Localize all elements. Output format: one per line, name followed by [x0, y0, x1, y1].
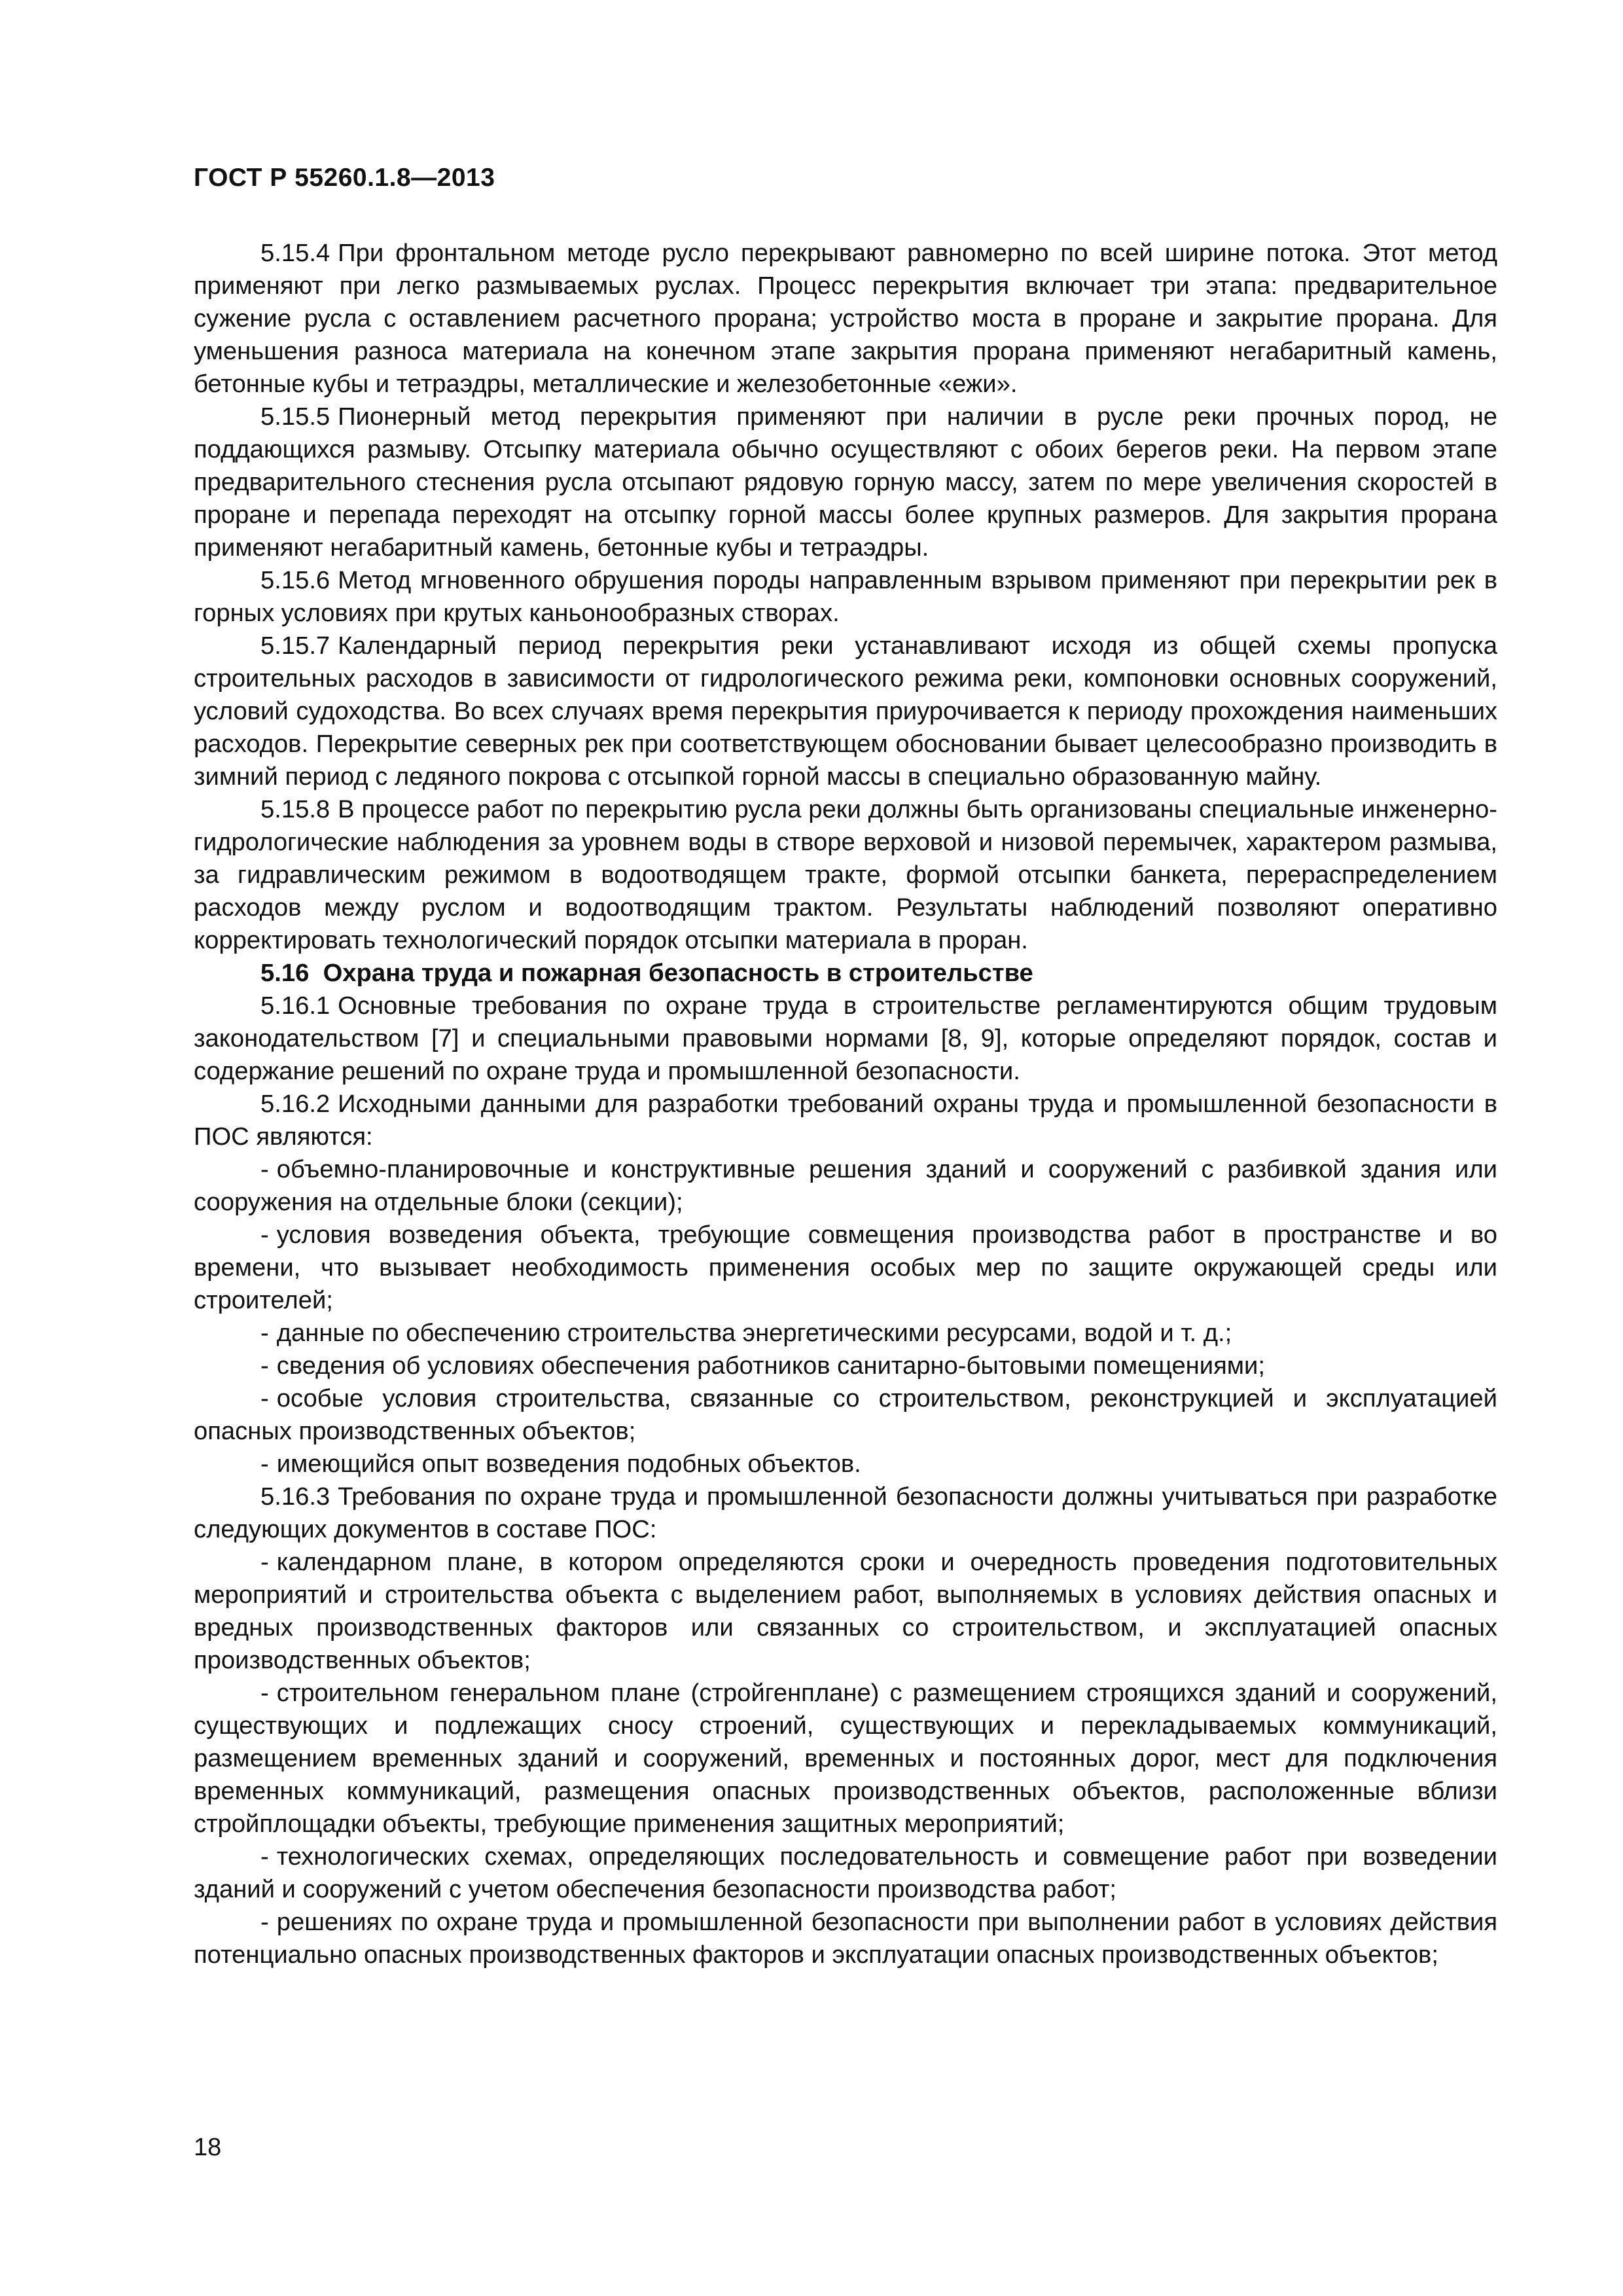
list-item-text: условия возведения объекта, требующие совмещения производства работ в пространстве и во времени, что вызывает необходимость применения особых мер по защите окружающей среды или строителей; [194, 1221, 1497, 1314]
list-dash: - [260, 1155, 269, 1183]
paragraph-5-15-8 [194, 793, 1497, 957]
list-item [194, 1840, 1497, 1906]
list-item [194, 1677, 1497, 1840]
paragraph-5-15-7 [194, 630, 1497, 793]
paragraph-number: 5.16.1 [260, 992, 330, 1020]
list-item [194, 1448, 1497, 1480]
section-number: 5.16 [260, 959, 310, 987]
list-item [194, 1382, 1497, 1448]
list-item-text: имеющийся опыт возведения подобных объектов. [276, 1450, 861, 1478]
paragraph-number: 5.15.5 [260, 403, 330, 431]
list-dash: - [260, 1842, 269, 1871]
paragraph-text: При фронтальном методе русло перекрывают равномерно по всей ширине потока. Этот метод применяют при легко размываемых руслах. Процесс перекрытия включает три этапа: предварительное сужение русла с оставлением расчетного прорана; устройство моста в проране и закрытие прорана. Для уменьшения разноса материала на конечном этапе закрытия прорана применяют негабаритный камень, бетонные кубы и тетраэдры, металлические и железобетонные «ежи». [194, 239, 1497, 398]
paragraph-number: 5.15.8 [260, 795, 330, 823]
paragraph-number: 5.15.7 [260, 632, 330, 660]
list-item-text: календарном плане, в котором определяются сроки и очередность проведения подготовительных мероприятий и строительства объекта с выделением работ, выполняемых в условиях действия опасных и вредных производственных факторов или связанных со строительством, и эксплуатацией опасных производственных объектов; [194, 1548, 1497, 1674]
list-item-text: данные по обеспечению строительства энергетическими ресурсами, водой и т. д.; [276, 1319, 1232, 1347]
paragraph-text: Пионерный метод перекрытия применяют при наличии в русле реки прочных пород, не поддающихся размыву. Отсыпку материала обычно осуществляют с обоих берегов реки. На первом этапе предварительного стеснения русла отсыпают рядовую горную массу, затем по мере увеличения скоростей в проране и перепада переходят на отсыпку горной массы более крупных размеров. Для закрытия прорана применяют негабаритный камень, бетонные кубы и тетраэдры. [194, 403, 1497, 562]
list-item [194, 1219, 1497, 1317]
list-dash: - [260, 1384, 269, 1412]
paragraph-5-15-6 [194, 564, 1497, 630]
paragraph-5-15-4 [194, 237, 1497, 401]
list-dash: - [260, 1319, 269, 1347]
section-title: Охрана труда и пожарная безопасность в строительстве [323, 959, 1033, 987]
page-number: 18 [194, 2134, 222, 2161]
paragraph-5-15-5 [194, 401, 1497, 564]
list-item-text: сведения об условиях обеспечения работников санитарно-бытовыми помещениями; [276, 1352, 1265, 1380]
list-item [194, 1350, 1497, 1382]
paragraph-5-16-3 [194, 1480, 1497, 1546]
list-item-text: технологических схемах, определяющих последовательность и совмещение работ при возведении зданий и сооружений с учетом обеспечения безопасности производства работ; [194, 1842, 1497, 1903]
list-item [194, 1546, 1497, 1677]
list-item [194, 1906, 1497, 1971]
paragraph-number: 5.16.3 [260, 1482, 330, 1511]
document-body [194, 237, 1497, 1971]
paragraph-text: Основные требования по охране труда в строительстве регламентируются общим трудовым законодательством [7] и специальными правовыми нормами [8, 9], которые определяют порядок, состав и содержание решений по охране труда и промышленной безопасности. [194, 992, 1497, 1085]
paragraph-number: 5.15.6 [260, 566, 330, 594]
list-item-text: объемно-планировочные и конструктивные решения зданий и сооружений с разбивкой здания или сооружения на отдельные блоки (секции); [194, 1155, 1497, 1216]
paragraph-text: В процессе работ по перекрытию русла реки должны быть организованы специальные инженерно-гидрологические наблюдения за уровнем воды в створе верховой и низовой перемычек, характером размыва, за гидравлическим режимом в водоотводящем тракте, формой отсыпки банкета, перераспределением расходов между руслом и водоотводящим трактом. Результаты наблюдений позволяют оперативно корректировать технологический порядок отсыпки материала в проран. [194, 795, 1497, 954]
list-item-text: особые условия строительства, связанные со строительством, реконструкцией и эксплуатацией опасных производственных объектов; [194, 1384, 1497, 1445]
paragraph-5-16-1 [194, 990, 1497, 1088]
paragraph-text: Исходными данными для разработки требований охраны труда и промышленной безопасности в ПОС являются: [194, 1090, 1497, 1151]
list-dash: - [260, 1450, 269, 1478]
list-item [194, 1317, 1497, 1350]
list-dash: - [260, 1548, 269, 1576]
document-code-header: ГОСТ Р 55260.1.8—2013 [194, 164, 495, 192]
list-dash: - [260, 1908, 269, 1936]
paragraph-text: Требования по охране труда и промышленной безопасности должны учитываться при разработке следующих документов в составе ПОС: [194, 1482, 1497, 1543]
section-heading-5-16 [194, 957, 1497, 990]
list-item [194, 1153, 1497, 1219]
list-item-text: решениях по охране труда и промышленной безопасности при выполнении работ в условиях действия потенциально опасных производственных факторов и эксплуатации опасных производственных объектов; [194, 1908, 1497, 1969]
paragraph-text: Календарный период перекрытия реки устанавливают исходя из общей схемы пропуска строительных расходов в зависимости от гидрологического режима реки, компоновки основных сооружений, условий судоходства. Во всех случаях время перекрытия приурочивается к периоду прохождения наименьших расходов. Перекрытие северных рек при соответствующем обосновании бывает целесообразно производить в зимний период с ледяного покрова с отсыпкой горной массы в специально образованную майну. [194, 632, 1497, 791]
paragraph-number: 5.16.2 [260, 1090, 330, 1118]
paragraph-number: 5.15.4 [260, 239, 330, 267]
list-dash: - [260, 1352, 269, 1380]
list-item-text: строительном генеральном плане (стройгенплане) с размещением строящихся зданий и сооружений, существующих и подлежащих сносу строений, существующих и перекладываемых коммуникаций, размещением временных зданий и сооружений, временных и постоянных дорог, мест для подключения временных коммуникаций, размещения опасных производственных объектов, расположенные вблизи стройплощадки объекты, требующие применения защитных мероприятий; [194, 1679, 1497, 1838]
list-dash: - [260, 1679, 269, 1707]
list-dash: - [260, 1221, 269, 1249]
paragraph-5-16-2 [194, 1088, 1497, 1153]
paragraph-text: Метод мгновенного обрушения породы направленным взрывом применяют при перекрытии рек в горных условиях при крутых каньонообразных створах. [194, 566, 1497, 627]
